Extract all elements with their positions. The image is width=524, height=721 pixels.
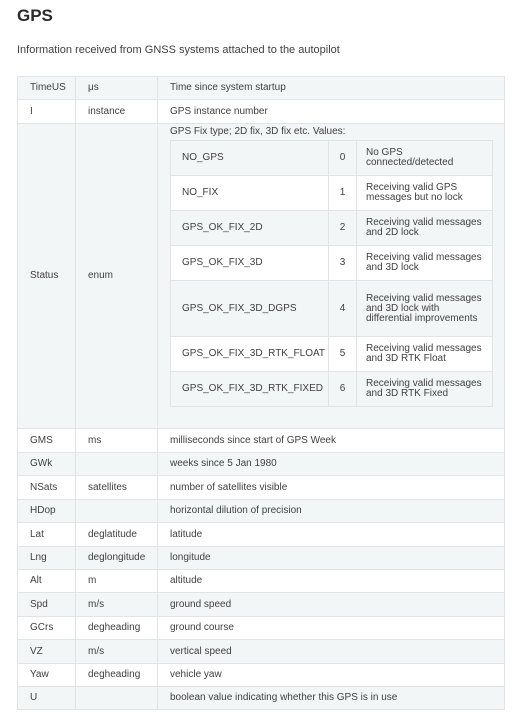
field-desc: longitude bbox=[158, 547, 505, 570]
field-name: Alt bbox=[18, 570, 76, 593]
enum-desc: Receiving valid GPS messages but no lock bbox=[357, 176, 493, 211]
field-unit: m/s bbox=[76, 593, 158, 617]
table-row bbox=[18, 429, 505, 453]
field-unit: degheading bbox=[76, 664, 158, 687]
field-name: HDop bbox=[18, 500, 76, 523]
status-values-table bbox=[170, 140, 493, 407]
field-unit: m/s bbox=[76, 640, 158, 664]
table-row bbox=[18, 664, 505, 687]
field-unit: m bbox=[76, 570, 158, 593]
field-name: GMS bbox=[18, 429, 76, 453]
field-desc: latitude bbox=[158, 523, 505, 547]
field-name: U bbox=[18, 687, 76, 710]
field-unit: degheading bbox=[76, 617, 158, 640]
enum-name: GPS_OK_FIX_2D bbox=[171, 211, 329, 246]
field-unit: satellites bbox=[76, 476, 158, 500]
field-desc: GPS instance number bbox=[158, 100, 505, 124]
enum-desc: Receiving valid messages and 3D lock bbox=[357, 246, 493, 281]
intro-text: Information received from GNSS systems attached to the autopilot bbox=[17, 44, 340, 56]
enum-row bbox=[171, 281, 493, 337]
field-desc: boolean value indicating whether this GPS is in use bbox=[158, 687, 505, 710]
page-title: GPS bbox=[17, 6, 53, 25]
enum-row bbox=[171, 372, 493, 407]
fields-table bbox=[17, 76, 505, 710]
table-row bbox=[18, 593, 505, 617]
table-row bbox=[18, 617, 505, 640]
field-unit: deglongitude bbox=[76, 547, 158, 570]
table-row bbox=[18, 500, 505, 523]
field-unit: enum bbox=[76, 124, 158, 429]
field-name: Lat bbox=[18, 523, 76, 547]
field-unit: instance bbox=[76, 100, 158, 124]
enum-desc: Receiving valid messages and 3D RTK Fixed bbox=[357, 372, 493, 407]
enum-name: GPS_OK_FIX_3D_DGPS bbox=[171, 281, 329, 337]
field-desc: Time since system startup bbox=[158, 77, 505, 100]
field-desc: weeks since 5 Jan 1980 bbox=[158, 453, 505, 476]
field-desc: milliseconds since start of GPS Week bbox=[158, 429, 505, 453]
enum-row bbox=[171, 141, 493, 176]
field-name: GCrs bbox=[18, 617, 76, 640]
table-row-status bbox=[18, 124, 505, 429]
table-row bbox=[18, 77, 505, 100]
field-name: TimeUS bbox=[18, 77, 76, 100]
field-unit bbox=[76, 500, 158, 523]
enum-value: 1 bbox=[329, 176, 357, 211]
enum-desc: No GPS connected/detected bbox=[357, 141, 493, 176]
table-row bbox=[18, 453, 505, 476]
field-name: GWk bbox=[18, 453, 76, 476]
enum-value: 4 bbox=[329, 281, 357, 337]
field-desc: vertical speed bbox=[158, 640, 505, 664]
enum-value: 6 bbox=[329, 372, 357, 407]
table-row bbox=[18, 640, 505, 664]
enum-value: 2 bbox=[329, 211, 357, 246]
table-row bbox=[18, 687, 505, 710]
field-name: VZ bbox=[18, 640, 76, 664]
enum-name: GPS_OK_FIX_3D_RTK_FLOAT bbox=[171, 337, 329, 372]
field-name: Status bbox=[18, 124, 76, 429]
enum-name: NO_FIX bbox=[171, 176, 329, 211]
table-row bbox=[18, 100, 505, 124]
enum-name: GPS_OK_FIX_3D_RTK_FIXED bbox=[171, 372, 329, 407]
field-unit: deglatitude bbox=[76, 523, 158, 547]
field-desc: number of satellites visible bbox=[158, 476, 505, 500]
enum-row bbox=[171, 246, 493, 281]
enum-desc: Receiving valid messages and 3D lock with differential improvements bbox=[357, 281, 493, 337]
field-name: Yaw bbox=[18, 664, 76, 687]
field-unit: μs bbox=[76, 77, 158, 100]
field-desc: vehicle yaw bbox=[158, 664, 505, 687]
status-desc-text: GPS Fix type; 2D fix, 3D fix etc. Values: bbox=[170, 126, 346, 137]
table-row bbox=[18, 476, 505, 500]
field-desc: ground speed bbox=[158, 593, 505, 617]
enum-row bbox=[171, 211, 493, 246]
enum-value: 5 bbox=[329, 337, 357, 372]
field-unit: ms bbox=[76, 429, 158, 453]
field-unit bbox=[76, 687, 158, 710]
enum-desc: Receiving valid messages and 3D RTK Float bbox=[357, 337, 493, 372]
table-row bbox=[18, 547, 505, 570]
field-name: Lng bbox=[18, 547, 76, 570]
enum-name: GPS_OK_FIX_3D bbox=[171, 246, 329, 281]
enum-row bbox=[171, 176, 493, 211]
enum-value: 3 bbox=[329, 246, 357, 281]
enum-name: NO_GPS bbox=[171, 141, 329, 176]
enum-desc: Receiving valid messages and 2D lock bbox=[357, 211, 493, 246]
field-name: NSats bbox=[18, 476, 76, 500]
field-desc: horizontal dilution of precision bbox=[158, 500, 505, 523]
table-row bbox=[18, 570, 505, 593]
table-row bbox=[18, 523, 505, 547]
field-unit bbox=[76, 453, 158, 476]
enum-value: 0 bbox=[329, 141, 357, 176]
field-name: Spd bbox=[18, 593, 76, 617]
field-name: I bbox=[18, 100, 76, 124]
field-desc: altitude bbox=[158, 570, 505, 593]
field-desc: ground course bbox=[158, 617, 505, 640]
field-desc bbox=[158, 124, 505, 429]
enum-row bbox=[171, 337, 493, 372]
